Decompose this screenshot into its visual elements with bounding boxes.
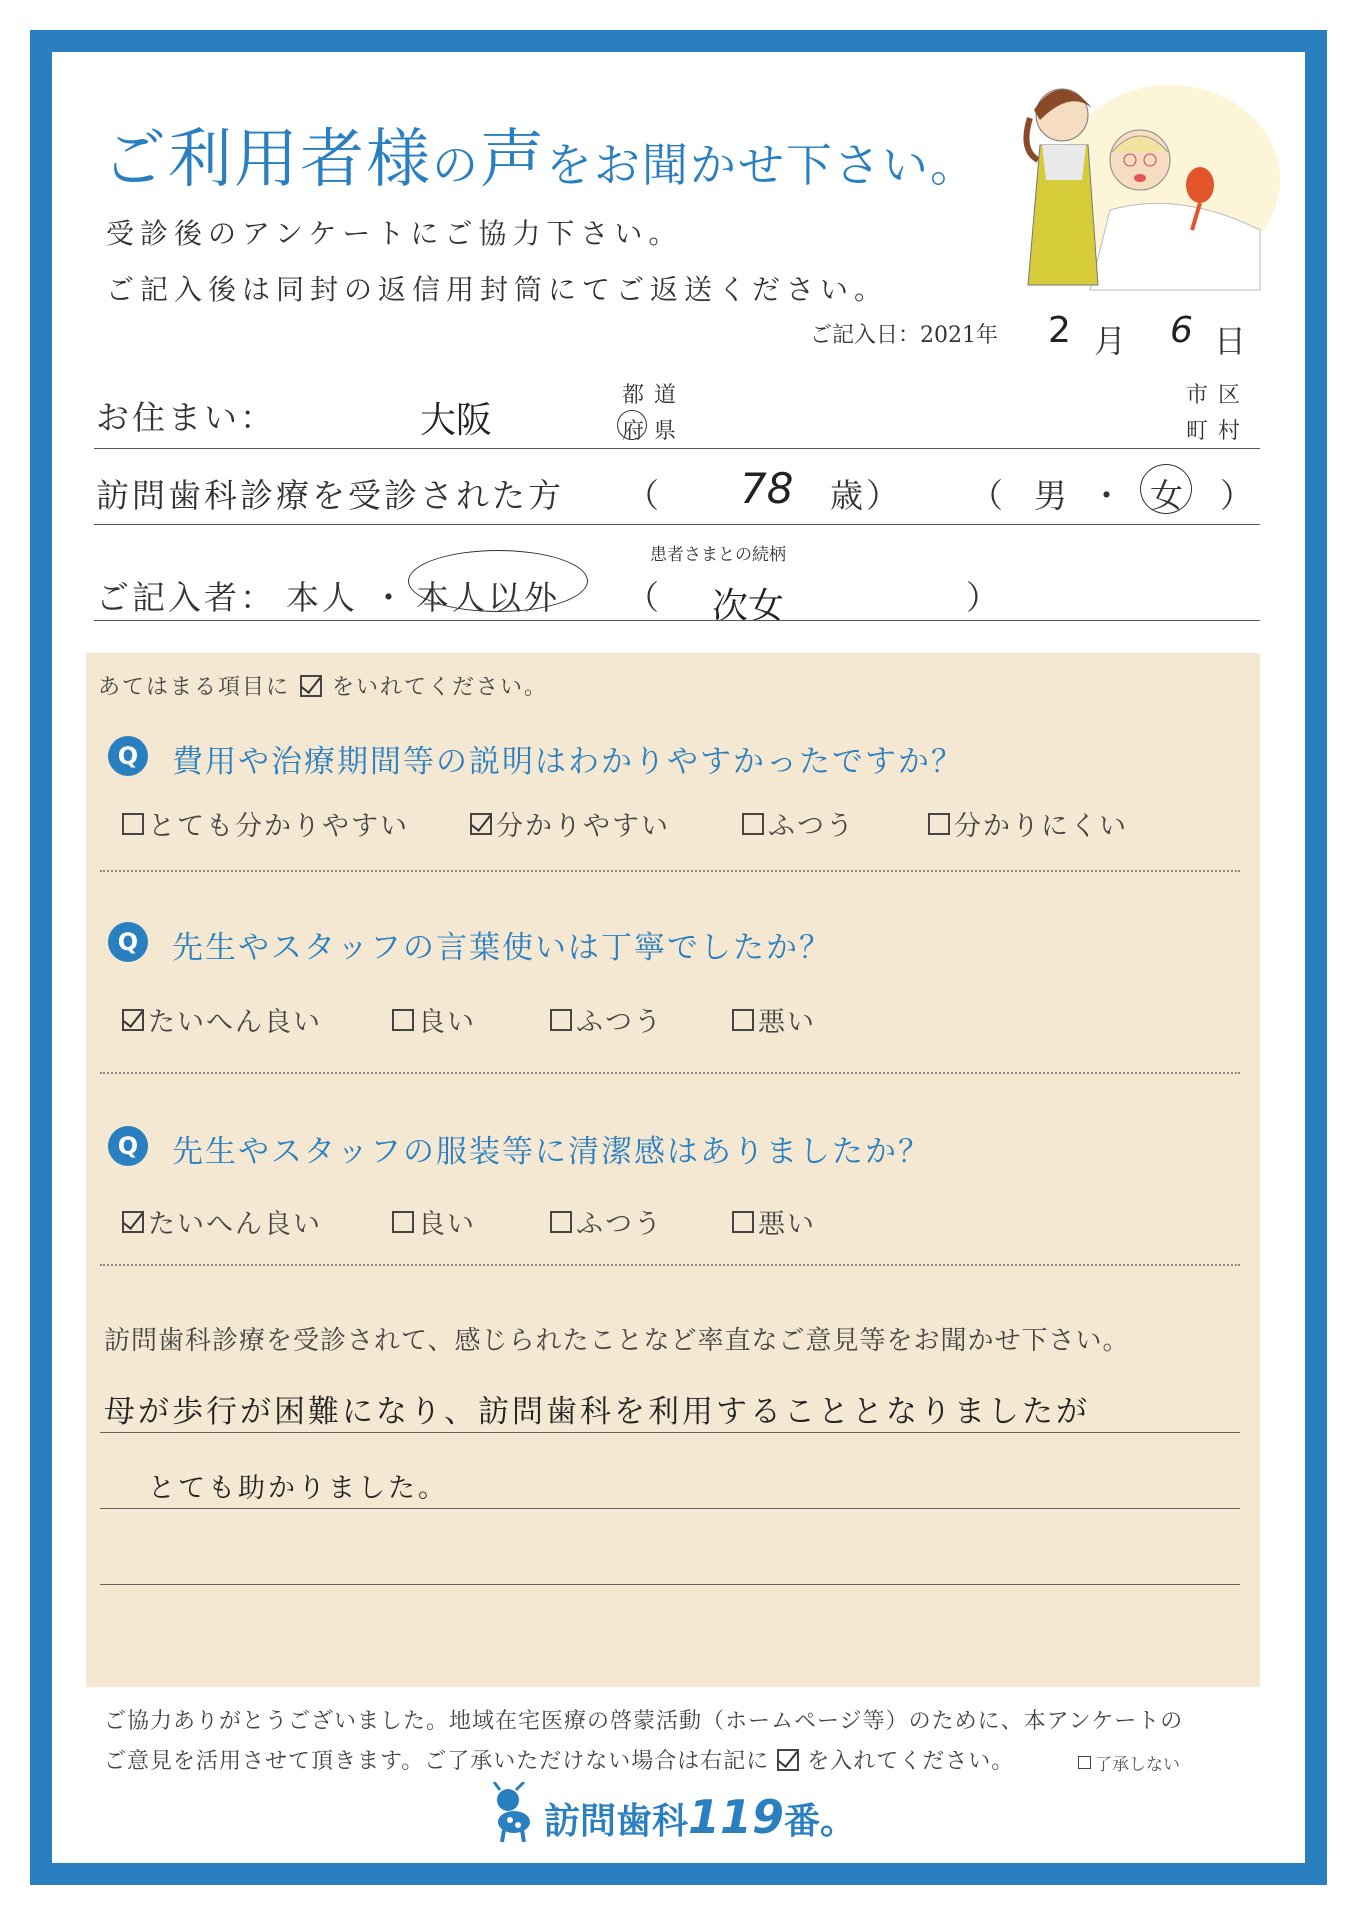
relation-paren-open: （ [626, 578, 662, 617]
city-option-cho: 町 [1186, 419, 1209, 444]
date-month-unit: 月 [1094, 322, 1130, 360]
sample-checkbox [300, 675, 322, 697]
caregiver-illustration [1000, 60, 1280, 300]
writer-underline [94, 620, 1260, 621]
checkbox[interactable] [392, 1211, 414, 1233]
comment-rule-3 [100, 1584, 1240, 1585]
checkbox-checked[interactable] [122, 1211, 144, 1233]
survey-instruction: あてはまる項目に をいれてください。 [98, 675, 549, 700]
checkbox[interactable] [732, 1211, 754, 1233]
decline-checkbox[interactable] [1078, 1756, 1091, 1769]
q2-option-3[interactable]: ふつう [550, 1000, 663, 1039]
patient-label: 訪問歯科診療を受診された方 [96, 476, 564, 515]
gender-male: 男 [1034, 476, 1070, 515]
date-label: ご記入日：2021年 [810, 323, 998, 348]
subtitle-1: 受診後のアンケートにご協力下さい。 [106, 217, 683, 250]
q1-option-4[interactable]: 分かりにくい [928, 804, 1128, 843]
comment-line-2[interactable]: とても助かりました。 [148, 1473, 448, 1504]
relation-value[interactable]: 次女 [712, 586, 785, 627]
address-label: お住まい： [96, 398, 276, 437]
gender-female: 女 [1150, 476, 1186, 515]
pref-option-fu: 府 [622, 419, 645, 444]
checkbox[interactable] [392, 1009, 414, 1031]
checkbox[interactable] [550, 1009, 572, 1031]
q1-text: 費用や治療期間等の説明はわかりやすかったですか？ [172, 744, 964, 780]
q1-divider [100, 870, 1240, 872]
q2-option-1[interactable]: たいへん良い [122, 1000, 322, 1039]
q1-badge: Q [108, 736, 148, 776]
gender-dot: ・ [1090, 476, 1126, 515]
q1-option-2[interactable]: 分かりやすい [470, 804, 670, 843]
q3-divider [100, 1264, 1240, 1266]
prefecture-value[interactable]: 大阪 [420, 400, 493, 441]
comment-rule-1 [100, 1432, 1240, 1433]
q3-option-4[interactable]: 悪い [732, 1202, 816, 1241]
checkbox-checked[interactable] [122, 1009, 144, 1031]
patient-underline [94, 524, 1260, 525]
date-month-value[interactable]: 2 [1048, 310, 1071, 351]
checkbox[interactable] [928, 813, 950, 835]
deer-mascot-icon [486, 1782, 540, 1842]
age-paren-open: （ [626, 476, 662, 515]
gender-paren-close: ） [1220, 476, 1256, 515]
sample-checkbox [777, 1749, 799, 1771]
checkbox[interactable] [742, 813, 764, 835]
writer-self: 本人 [286, 578, 358, 617]
writer-other: 本人以外 [416, 578, 560, 617]
city-option-shi: 市 [1186, 383, 1209, 408]
address-underline [94, 448, 1260, 449]
q3-text: 先生やスタッフの服装等に清潔感はありましたか？ [172, 1134, 931, 1170]
pref-option-to: 都 [622, 383, 645, 408]
date-day-unit: 日 [1214, 322, 1250, 360]
q2-text: 先生やスタッフの言葉使いは丁寧でしたか？ [172, 930, 832, 966]
q2-option-4[interactable]: 悪い [732, 1000, 816, 1039]
pref-selected-circle [617, 410, 647, 440]
city-option-son: 村 [1218, 419, 1241, 444]
q2-option-2[interactable]: 良い [392, 1000, 476, 1039]
age-value[interactable]: 78 [740, 464, 794, 513]
q3-option-1[interactable]: たいへん良い [122, 1202, 322, 1241]
footer-line-1: ご協力ありがとうございました。地域在宅医療の啓蒙活動（ホームページ等）のために、本アンケートの [104, 1709, 1184, 1734]
date-day-value[interactable]: 6 [1170, 310, 1193, 351]
writer-label: ご記入者： [96, 578, 276, 617]
checkbox-checked[interactable] [470, 813, 492, 835]
checkbox[interactable] [122, 813, 144, 835]
pref-option-ken: 県 [654, 419, 677, 444]
gender-paren-open: （ [970, 476, 1006, 515]
gender-selected-circle [1140, 464, 1192, 514]
q3-option-3[interactable]: ふつう [550, 1202, 663, 1241]
writer-dot: ・ [372, 578, 408, 617]
writer-selected-circle [408, 550, 588, 612]
q2-badge: Q [108, 922, 148, 962]
relation-label: 患者さまとの続柄 [650, 545, 786, 565]
pref-option-do: 道 [654, 383, 677, 408]
q1-option-1[interactable]: とても分かりやすい [122, 804, 409, 843]
q1-option-3[interactable]: ふつう [742, 804, 855, 843]
comment-rule-2 [100, 1508, 1240, 1509]
comment-prompt: 訪問歯科診療を受診されて、感じられたことなど率直なご意見等をお聞かせ下さい。 [104, 1326, 1130, 1356]
checkbox[interactable] [550, 1211, 572, 1233]
comment-line-1[interactable]: 母が歩行が困難になり、訪問歯科を利用することとなりましたが [104, 1394, 1090, 1430]
brand-logo: 訪問歯科119番。 [544, 1790, 857, 1844]
subtitle-2: ご記入後は同封の返信用封筒にてご返送ください。 [106, 273, 889, 306]
city-option-ku: 区 [1218, 383, 1241, 408]
age-unit: 歳） [830, 476, 902, 515]
decline-option[interactable]: 了承しない [1078, 1750, 1180, 1775]
page-title: ご利用者様の声をお聞かせ下さい。 [102, 123, 978, 197]
q2-divider [100, 1072, 1240, 1074]
footer-line-2: ご意見を活用させて頂きます。ご了承いただけない場合は右記に を入れてください。 [104, 1749, 1015, 1774]
relation-paren-close: ） [966, 578, 1002, 617]
checkbox[interactable] [732, 1009, 754, 1031]
q3-option-2[interactable]: 良い [392, 1202, 476, 1241]
q3-badge: Q [108, 1126, 148, 1166]
